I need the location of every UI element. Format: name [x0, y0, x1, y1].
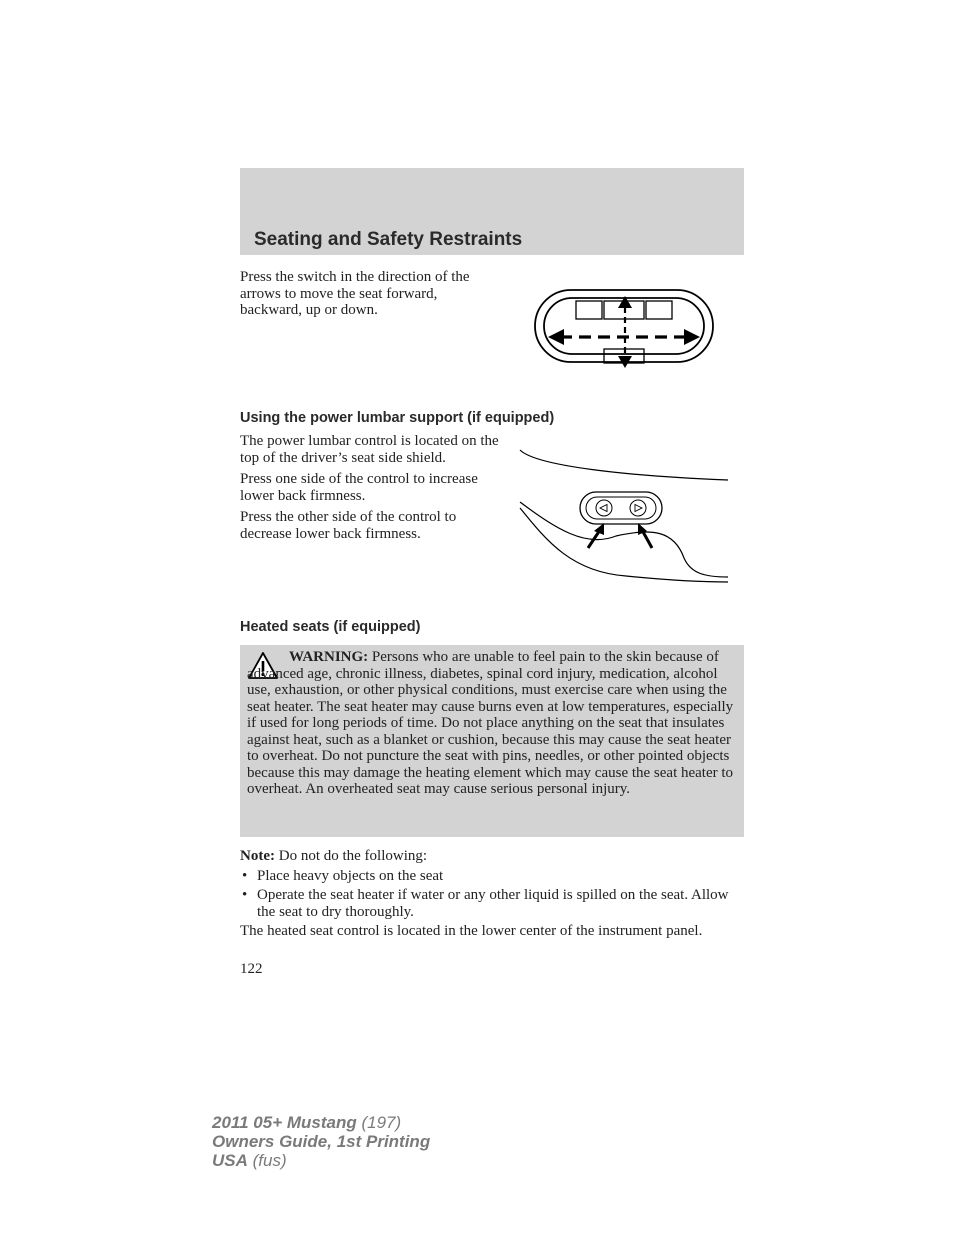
warning-label: WARNING:	[289, 649, 369, 665]
footer-guide: Owners Guide, 1st Printing	[212, 1132, 431, 1151]
note-label: Note:	[240, 848, 275, 864]
footer-region: USA	[212, 1151, 248, 1170]
lumbar-heading: Using the power lumbar support (if equipped)	[240, 410, 555, 426]
section-title: Seating and Safety Restraints	[254, 229, 523, 250]
document-footer	[212, 1113, 430, 1170]
lumbar-paragraph: Press the other side of the control to decrease lower back firmness.	[240, 509, 457, 542]
list-item-text: Operate the seat heater if water or any other liquid is spilled on the seat. Allow the seat to dry thoroughly.	[257, 887, 729, 920]
list-item	[240, 887, 744, 920]
bullet-icon: •	[242, 867, 248, 884]
list-item-text: Place heavy objects on the seat	[257, 867, 444, 884]
heated-seats-heading: Heated seats (if equipped)	[240, 619, 421, 635]
heated-control-location: The heated seat control is located in the lower center of the instrument panel.	[240, 923, 703, 939]
warning-text	[247, 649, 737, 798]
footer-model: 2011 05+ Mustang	[212, 1113, 357, 1132]
seat-switch-illustration	[532, 287, 716, 371]
list-item	[240, 868, 744, 885]
section-header-band	[240, 168, 744, 255]
note-line	[240, 848, 744, 865]
lumbar-paragraphs	[240, 433, 505, 547]
page-number: 122	[240, 961, 263, 977]
note-text: Do not do the following:	[274, 848, 428, 864]
note-bullet-list	[240, 868, 744, 921]
footer-line-guide	[212, 1132, 430, 1151]
seat-switch-instructions: Press the switch in the direction of the arrows to move the seat forward, backward, up or down.	[240, 269, 470, 318]
footer-line-model	[212, 1113, 430, 1132]
bullet-icon: •	[242, 887, 248, 903]
lumbar-paragraph: Press one side of the control to increase lower back firmness.	[240, 471, 478, 504]
footer-region-code: (fus)	[252, 1151, 287, 1170]
note-block	[240, 848, 744, 940]
lumbar-control-illustration	[516, 444, 730, 584]
warning-box	[240, 645, 744, 837]
lumbar-paragraph: The power lumbar control is located on the top of the driver’s seat side shield.	[240, 433, 499, 466]
footer-model-code: (197)	[361, 1113, 402, 1132]
warning-body: Persons who are unable to feel pain to the skin because of advanced age, chronic illness, diabetes, spinal cord injury, medication, alcohol use, exhaustion, or other physical conditions, must exercise care when using the seat heater. The seat heater may cause burns even at low temperatures, especially if used for long periods of time. Do not place anything on the seat that insulates against heat, such as a blanket or cushion, because this may cause the seat heater to overheat. Do not puncture the seat with pins, needles, or other pointed objects because this may damage the heating element which may cause the seat heater to overheat. An overheated seat may cause serious personal injury.	[247, 649, 734, 797]
footer-line-region	[212, 1151, 430, 1170]
